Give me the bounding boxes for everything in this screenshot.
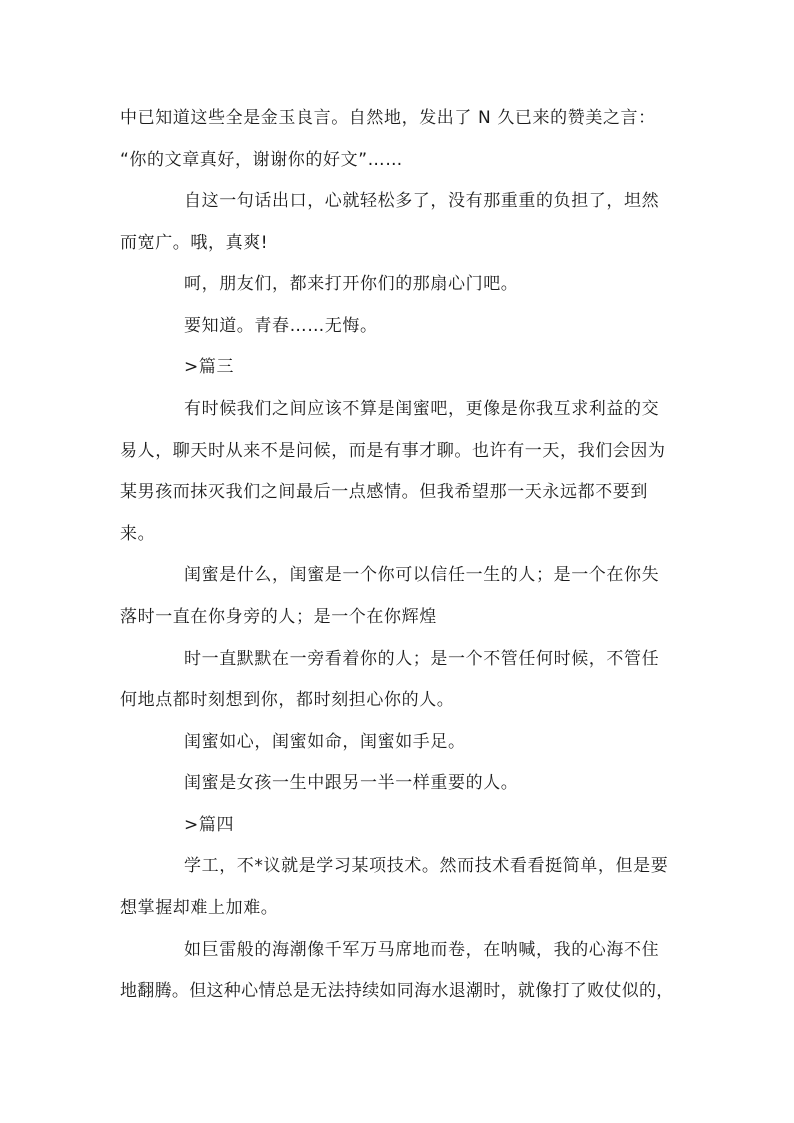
text-line: 何地点都时刻想到你，都时刻担心你的人。: [120, 690, 455, 710]
text-line: 某男孩而抹灭我们之间最后一点感情。但我希望那一天永远都不要到: [120, 482, 648, 502]
text-line: 易人，聊天时从来不是问候，而是有事才聊。也许有一天，我们会因为: [120, 441, 666, 461]
text-line: 地翻腾。但这种心情总是无法持续如同海水退潮时，就像打了败仗似的，: [120, 981, 674, 1001]
text-line: 闺蜜是女孩一生中跟另一半一样重要的人。: [184, 773, 519, 793]
text-line: 中已知道这些全是金玉良言。自然地，发出了 N 久已来的赞美之言：: [120, 108, 656, 128]
text-line: 如巨雷般的海潮像千军万马席地而卷，在呐喊，我的心海不住: [184, 940, 660, 960]
text-line: 来。: [120, 524, 156, 544]
text-line: “你的文章真好，谢谢你的好文”……: [120, 150, 403, 170]
text-line: 自这一句话出口，心就轻松多了，没有那重重的负担了，坦然: [184, 191, 660, 211]
text-line: 要知道。青春……无悔。: [184, 316, 378, 336]
text-line: 有时候我们之间应该不算是闺蜜吧，更像是你我互求利益的交: [184, 399, 660, 419]
text-line: 闺蜜是什么，闺蜜是一个你可以信任一生的人；是一个在你失: [184, 565, 660, 585]
text-line: 学工，不*议就是学习某项技术。然而技术看看挺简单，但是要: [184, 856, 669, 876]
section-heading: >篇三: [184, 357, 235, 377]
text-line: 呵，朋友们，都来打开你们的那扇心门吧。: [184, 274, 519, 294]
text-line: 想掌握却难上加难。: [120, 898, 279, 918]
text-line: 时一直默默在一旁看着你的人；是一个不管任何时候，不管任: [184, 649, 660, 669]
text-line: 落时一直在你身旁的人；是一个在你辉煌: [120, 607, 437, 627]
section-heading: >篇四: [184, 815, 235, 835]
text-line: 而宽广。哦，真爽!: [120, 233, 269, 253]
text-line: 闺蜜如心，闺蜜如命，闺蜜如手足。: [184, 732, 466, 752]
